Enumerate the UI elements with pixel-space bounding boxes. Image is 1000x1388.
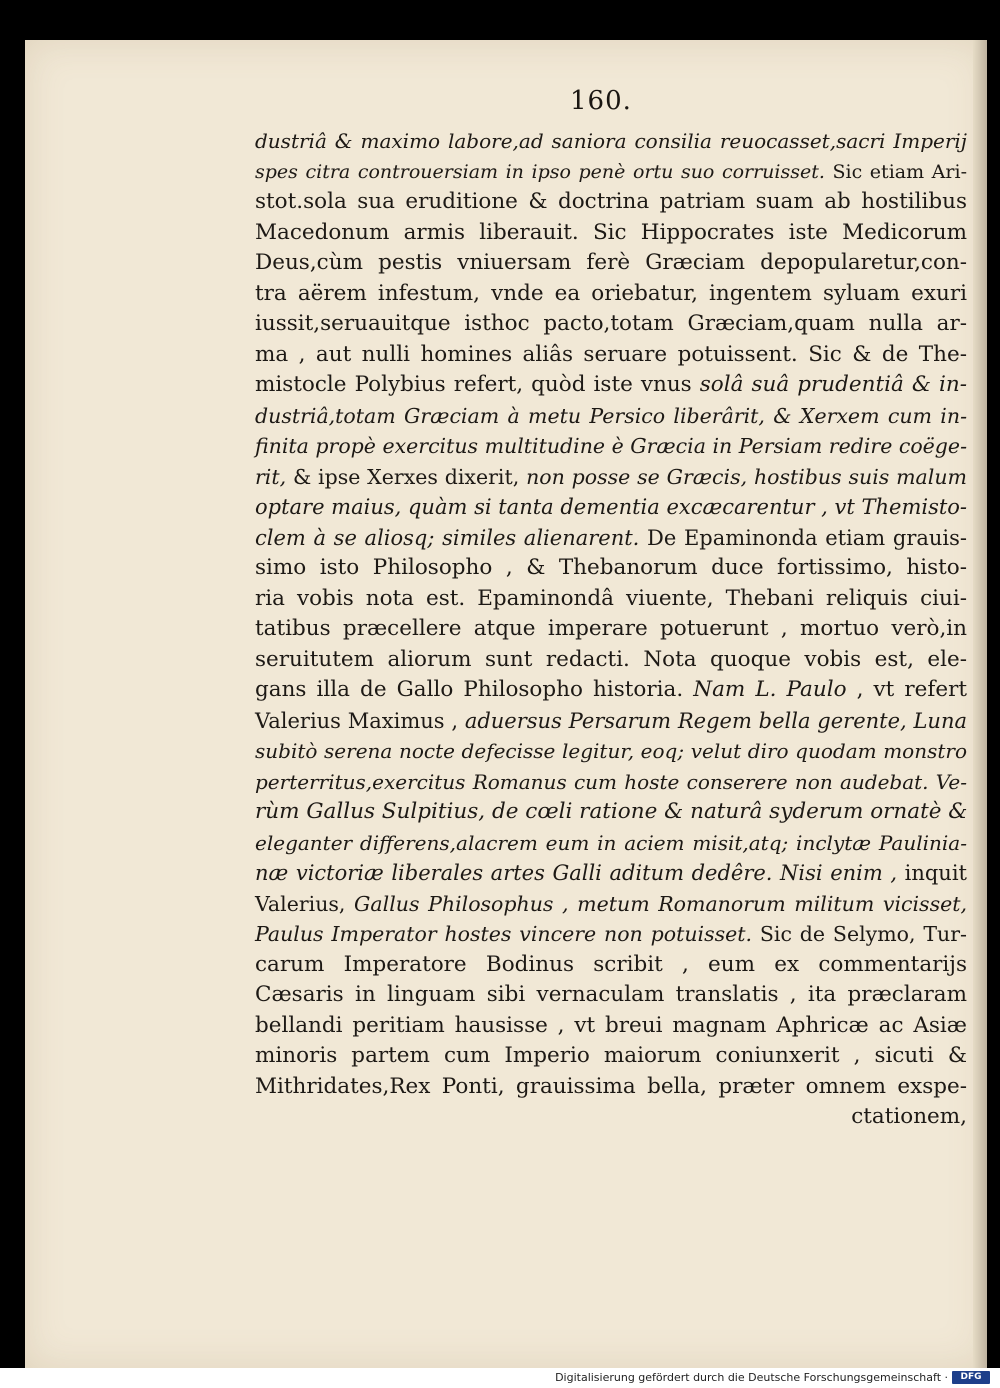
- italic-segment: rit,: [255, 464, 287, 489]
- roman-segment: gans illa de Gallo Philosopho historia.: [255, 677, 684, 702]
- text-line: [255, 492, 967, 523]
- italic-segment: spes citra controuersiam in ipso penè ortu suo corruisset.: [255, 160, 825, 183]
- roman-segment: Cæsaris in linguam sibi vernaculam translatis , ita præclaram: [255, 982, 967, 1007]
- text-line: [255, 187, 967, 218]
- text-line: [255, 1041, 967, 1072]
- roman-segment: seruitutem aliorum sunt redacti. Nota quoque vobis est, ele-: [255, 646, 967, 672]
- text-line: [255, 645, 967, 676]
- text-line: [255, 1102, 967, 1133]
- italic-segment: eleganter differens,alacrem eum in aciem misit,atq; inclytæ Paulinia-: [255, 830, 967, 855]
- text-line: [255, 736, 967, 767]
- text-line: [255, 401, 967, 432]
- italic-segment: clem à se aliosq; similes alienarent.: [255, 525, 640, 550]
- text-line: [255, 919, 967, 950]
- funding-notice: Digitalisierung gefördert durch die Deutsche Forschungsgemeinschaft ·: [555, 1371, 948, 1384]
- italic-segment: Nam L. Paulo: [693, 677, 847, 702]
- text-line: [255, 218, 967, 249]
- roman-segment: De Epaminonda etiam grauis-: [647, 525, 967, 550]
- roman-segment: Sic etiam Ari-: [832, 160, 967, 183]
- italic-segment: næ victoriæ liberales artes Galli aditum dedêre. Nisi enim ,: [255, 861, 898, 885]
- book-page: [25, 40, 987, 1368]
- text-line: [255, 523, 967, 554]
- roman-segment: Sic de Selymo, Tur-: [759, 922, 967, 946]
- text-line: [255, 767, 967, 798]
- italic-segment: dustriâ,totam Græciam à metu Persico liberârit, & Xerxem cum in-: [255, 403, 967, 428]
- text-line: [255, 462, 967, 493]
- text-line: [255, 248, 967, 279]
- roman-segment: Mithridates,Rex Ponti, grauissima bella, præter omnem exspe-: [255, 1073, 967, 1099]
- italic-segment: aduersus Persarum Regem bella gerente, Luna: [464, 708, 967, 733]
- roman-segment: simo isto Philosopho , & Thebanorum duce fortissimo, histo-: [255, 555, 967, 580]
- text-line: [255, 980, 967, 1011]
- text-line: [255, 950, 967, 981]
- roman-segment: tra aërem infestum, vnde ea oriebatur, ingentem syluam exuri: [255, 280, 967, 306]
- text-line: [255, 614, 967, 645]
- roman-segment: carum Imperatore Bodinus scribit , eum ex commentarijs: [255, 951, 967, 977]
- text-line: [255, 553, 967, 584]
- roman-segment: stot.sola sua eruditione & doctrina patriam suam ab hostilibus: [255, 189, 967, 214]
- roman-segment: mistocle Polybius refert, quòd iste vnus: [255, 372, 692, 397]
- roman-segment: Valerius Maximus ,: [255, 708, 459, 733]
- roman-segment: ria vobis nota est. Epaminondâ viuente, Thebani reliquis ciui-: [255, 585, 967, 611]
- text-line: [255, 858, 967, 889]
- italic-segment: finita propè exercitus multitudine è Græcia in Persiam redire coëge-: [255, 434, 967, 458]
- roman-segment: , vt refert: [856, 677, 967, 702]
- italic-segment: dustriâ & maximo labore,ad saniora consilia reuocasset,sacri Imperij: [255, 129, 967, 153]
- italic-segment: optare maius, quàm si tanta dementia excæcarentur , vt Themisto-: [255, 495, 968, 519]
- text-line: [255, 889, 967, 920]
- footer-bar: [0, 1368, 1000, 1388]
- text-line: [255, 431, 967, 462]
- text-line: [255, 1072, 967, 1103]
- text-line: [255, 370, 967, 401]
- italic-segment: solâ suâ prudentiâ & in-: [699, 372, 967, 397]
- text-line: [255, 584, 967, 615]
- roman-segment: tatibus præcellere atque imperare potuerunt , mortuo verò,in: [255, 616, 967, 641]
- page-edge: [973, 40, 987, 1368]
- roman-segment: ma , aut nulli homines aliâs seruare potuissent. Sic & de The-: [255, 341, 967, 367]
- roman-segment: inquit: [904, 861, 967, 885]
- text-line: [255, 309, 967, 340]
- text-line: [255, 675, 967, 706]
- roman-segment: bellandi peritiam hausisse , vt breui magnam Aphricæ ac Asiæ: [255, 1012, 967, 1038]
- text-line: [255, 126, 967, 157]
- text-line: [255, 157, 967, 188]
- roman-segment: ctationem,: [851, 1104, 967, 1129]
- italic-segment: subitò serena nocte defecisse legitur, eoq; velut diro quodam monstro: [255, 739, 967, 763]
- text-line: [255, 1011, 967, 1042]
- text-line: [255, 706, 967, 737]
- dfg-logo: DFG: [952, 1371, 990, 1384]
- italic-segment: Paulus Imperator hostes vincere non potuisset.: [255, 922, 753, 946]
- roman-segment: & ipse Xerxes dixerit,: [292, 464, 520, 489]
- roman-segment: Macedonum armis liberauit. Sic Hippocrates iste Medicorum: [255, 219, 967, 245]
- roman-segment: Valerius,: [255, 891, 346, 916]
- text-line: [255, 828, 967, 859]
- italic-segment: Gallus Philosophus , metum Romanorum militum vicisset,: [354, 891, 967, 916]
- italic-segment: rùm Gallus Sulpitius, de cœli ratione & naturâ syderum ornatè &: [255, 799, 968, 824]
- roman-segment: iussit,seruauitque isthoc pacto,totam Græciam,quam nulla ar-: [255, 311, 967, 336]
- italic-segment: perterritus,exercitus Romanus cum hoste conserere non audebat. Ve-: [255, 769, 967, 794]
- text-line: [255, 340, 967, 371]
- text-block: [255, 126, 967, 1133]
- roman-segment: minoris partem cum Imperio maiorum coniunxerit , sicuti &: [255, 1043, 967, 1068]
- italic-segment: non posse se Græcis, hostibus suis malum: [526, 464, 967, 489]
- text-line: [255, 797, 967, 828]
- roman-segment: Deus,cùm pestis vniuersam ferè Græciam depopularetur,con-: [255, 250, 967, 275]
- page-number: 160.: [570, 86, 632, 116]
- text-line: [255, 279, 967, 310]
